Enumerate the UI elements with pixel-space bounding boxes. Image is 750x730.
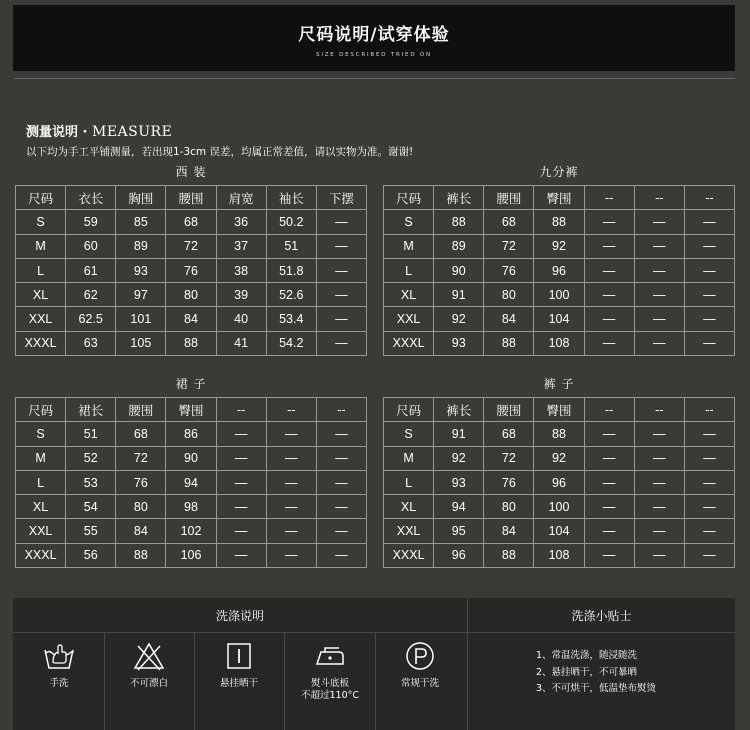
table-cell: XXXL: [16, 331, 66, 355]
table-cell: —: [684, 210, 734, 234]
table-cell: 93: [434, 331, 484, 355]
table-row: [16, 307, 367, 331]
table-cell: 100: [534, 495, 584, 519]
measure-note: 以下均为手工平铺测量，若出现1-3cm 误差，均属正常差值，请以实物为准。谢谢!: [26, 146, 414, 158]
table-header-cell: 尺码: [16, 186, 66, 210]
table-cell: XXXL: [16, 543, 66, 567]
table-header-cell: 臀围: [534, 186, 584, 210]
skirt-table-title: 裙 子: [175, 377, 207, 391]
table-row: [384, 495, 735, 519]
hand-wash-icon: [42, 640, 76, 672]
table-cell: 101: [116, 307, 166, 331]
table-header-cell: 裤长: [434, 398, 484, 422]
table-cell: 36: [216, 210, 266, 234]
table-cell: —: [266, 470, 316, 494]
table-cell: —: [584, 210, 634, 234]
table-row: [16, 234, 367, 258]
table-cell: XL: [16, 495, 66, 519]
care-label: 不可漂白: [129, 678, 168, 689]
table-cell: —: [634, 210, 684, 234]
table-cell: 54: [66, 495, 116, 519]
page-title: 尺码说明/试穿体验: [298, 25, 450, 45]
table-cell: —: [316, 519, 366, 543]
table-header-row: [16, 398, 367, 422]
table-cell: XL: [16, 283, 66, 307]
table-header-row: [16, 186, 367, 210]
table-cell: —: [584, 234, 634, 258]
iron-icon: [313, 640, 347, 672]
table-cell: 102: [166, 519, 216, 543]
table-cell: 80: [484, 495, 534, 519]
table-cell: —: [634, 258, 684, 282]
table-cell: 51: [266, 234, 316, 258]
table-cell: 72: [116, 446, 166, 470]
table-cell: —: [316, 470, 366, 494]
tip-item: 1、常温洗涤，随浸随洗: [536, 650, 638, 661]
table-cell: —: [634, 470, 684, 494]
table-cell: —: [316, 331, 366, 355]
table-cell: —: [684, 446, 734, 470]
table-header-cell: 腰围: [484, 398, 534, 422]
table-cell: 63: [66, 331, 116, 355]
table-cell: L: [16, 470, 66, 494]
table-header-cell: --: [634, 186, 684, 210]
table-cell: —: [684, 283, 734, 307]
table-row: [16, 543, 367, 567]
table-cell: 96: [534, 470, 584, 494]
table-cell: L: [16, 258, 66, 282]
table-header-cell: 腰围: [116, 398, 166, 422]
table-cell: 108: [534, 543, 584, 567]
table-cell: —: [266, 446, 316, 470]
table-cell: 80: [116, 495, 166, 519]
table-cell: 76: [166, 258, 216, 282]
table-cell: 95: [434, 519, 484, 543]
table-cell: 96: [434, 543, 484, 567]
table-cell: —: [266, 519, 316, 543]
table-cell: —: [584, 519, 634, 543]
table-cell: 52.6: [266, 283, 316, 307]
table-row: [384, 307, 735, 331]
table-cell: 88: [484, 331, 534, 355]
table-header-cell: 臀围: [166, 398, 216, 422]
pants-table-title: 裤 子: [543, 377, 575, 391]
table-cell: 108: [534, 331, 584, 355]
table-cell: M: [16, 234, 66, 258]
table-cell: —: [316, 422, 366, 446]
table-cell: 85: [116, 210, 166, 234]
table-cell: 56: [66, 543, 116, 567]
table-cell: —: [266, 543, 316, 567]
table-cell: 91: [434, 422, 484, 446]
table-cell: 41: [216, 331, 266, 355]
table-cell: —: [634, 543, 684, 567]
table-cell: 105: [116, 331, 166, 355]
table-cell: —: [684, 495, 734, 519]
tip-item: 3、不可烘干，低温垫布熨烫: [536, 683, 657, 694]
table-cell: —: [316, 210, 366, 234]
table-header-cell: 裙长: [66, 398, 116, 422]
table-header-cell: 衣长: [66, 186, 116, 210]
table-cell: M: [384, 234, 434, 258]
table-cell: 59: [66, 210, 116, 234]
table-header-cell: --: [316, 398, 366, 422]
table-cell: 94: [434, 495, 484, 519]
table-cell: 76: [116, 470, 166, 494]
table-cell: 80: [166, 283, 216, 307]
table-cell: 40: [216, 307, 266, 331]
table-cell: —: [216, 470, 266, 494]
table-cell: 76: [484, 470, 534, 494]
pants-size-table: [383, 397, 735, 568]
table-header-cell: --: [584, 398, 634, 422]
table-row: [16, 470, 367, 494]
table-row: [384, 470, 735, 494]
table-cell: 68: [484, 422, 534, 446]
table-cell: 52: [66, 446, 116, 470]
table-cell: 92: [434, 307, 484, 331]
table-cell: 93: [434, 470, 484, 494]
cropped-pants-table-title: 九分裤: [539, 165, 579, 179]
care-item-dry-clean: [375, 640, 465, 690]
table-cell: —: [584, 307, 634, 331]
table-row: [384, 519, 735, 543]
table-cell: 62: [66, 283, 116, 307]
table-cell: 106: [166, 543, 216, 567]
table-cell: 98: [166, 495, 216, 519]
table-cell: —: [584, 258, 634, 282]
table-cell: S: [384, 422, 434, 446]
table-header-row: [384, 398, 735, 422]
table-row: [16, 258, 367, 282]
table-cell: —: [684, 258, 734, 282]
table-cell: 51: [66, 422, 116, 446]
table-header-cell: 臀围: [534, 398, 584, 422]
table-row: [16, 210, 367, 234]
table-cell: 84: [484, 307, 534, 331]
table-cell: 92: [434, 446, 484, 470]
table-header-cell: 尺码: [384, 186, 434, 210]
table-row: [16, 422, 367, 446]
table-cell: 68: [484, 210, 534, 234]
table-cell: XXL: [16, 307, 66, 331]
table-cell: —: [216, 446, 266, 470]
table-cell: 100: [534, 283, 584, 307]
table-cell: 88: [434, 210, 484, 234]
table-cell: 54.2: [266, 331, 316, 355]
table-header-cell: --: [266, 398, 316, 422]
care-label: 常规干洗: [400, 678, 439, 689]
table-cell: —: [584, 422, 634, 446]
header-banner: [13, 5, 735, 71]
table-cell: —: [216, 519, 266, 543]
table-header-cell: 尺码: [384, 398, 434, 422]
measure-title: [26, 121, 172, 140]
table-cell: 68: [116, 422, 166, 446]
table-cell: —: [216, 543, 266, 567]
table-cell: —: [316, 307, 366, 331]
table-cell: —: [684, 307, 734, 331]
care-label: 手洗: [49, 678, 69, 689]
table-cell: —: [634, 283, 684, 307]
table-cell: L: [384, 470, 434, 494]
table-row: [16, 446, 367, 470]
table-cell: 89: [434, 234, 484, 258]
table-cell: 51.8: [266, 258, 316, 282]
no-bleach-icon: [132, 640, 166, 672]
table-cell: —: [684, 234, 734, 258]
table-cell: 90: [434, 258, 484, 282]
table-header-cell: 肩宽: [216, 186, 266, 210]
table-row: [384, 446, 735, 470]
care-label: 悬挂晒干: [219, 678, 258, 689]
table-cell: —: [684, 470, 734, 494]
table-cell: —: [634, 422, 684, 446]
table-cell: 86: [166, 422, 216, 446]
table-cell: 84: [116, 519, 166, 543]
table-cell: M: [384, 446, 434, 470]
table-header-cell: 尺码: [16, 398, 66, 422]
table-header-cell: 胸围: [116, 186, 166, 210]
table-cell: 96: [534, 258, 584, 282]
table-cell: —: [316, 283, 366, 307]
table-cell: —: [584, 495, 634, 519]
measure-title-cn: 测量说明 ·: [26, 125, 92, 140]
table-row: [384, 331, 735, 355]
suit-table-title: 西 装: [175, 165, 207, 179]
care-item-iron: [285, 640, 375, 702]
table-cell: —: [584, 331, 634, 355]
hang-dry-icon: [222, 640, 256, 672]
table-cell: XXL: [384, 519, 434, 543]
table-cell: —: [584, 470, 634, 494]
table-header-cell: --: [634, 398, 684, 422]
table-cell: 93: [116, 258, 166, 282]
table-cell: S: [16, 422, 66, 446]
table-row: [384, 422, 735, 446]
table-cell: 90: [166, 446, 216, 470]
table-cell: 39: [216, 283, 266, 307]
table-cell: 62.5: [66, 307, 116, 331]
table-cell: S: [16, 210, 66, 234]
care-title: 洗涤说明: [215, 609, 264, 623]
table-cell: 50.2: [266, 210, 316, 234]
measure-title-en: MEASURE: [92, 124, 173, 140]
care-divider: [13, 632, 735, 633]
table-cell: —: [316, 446, 366, 470]
table-cell: —: [316, 543, 366, 567]
table-cell: M: [16, 446, 66, 470]
table-cell: XXL: [16, 519, 66, 543]
table-row: [384, 283, 735, 307]
table-row: [384, 234, 735, 258]
table-cell: 72: [484, 446, 534, 470]
table-cell: 61: [66, 258, 116, 282]
table-cell: —: [266, 495, 316, 519]
table-cell: —: [584, 543, 634, 567]
table-cell: —: [684, 543, 734, 567]
page-subtitle: SIZE DESCRIBED TRIED ON: [316, 52, 432, 58]
suit-size-table: [15, 185, 367, 356]
table-row: [16, 331, 367, 355]
table-row: [16, 519, 367, 543]
table-cell: 88: [484, 543, 534, 567]
table-cell: 88: [166, 331, 216, 355]
table-cell: 60: [66, 234, 116, 258]
table-cell: 91: [434, 283, 484, 307]
tips-title: 洗涤小贴士: [571, 609, 632, 623]
table-cell: —: [634, 331, 684, 355]
table-cell: 92: [534, 234, 584, 258]
table-cell: 88: [534, 210, 584, 234]
table-row: [16, 283, 367, 307]
tip-item: 2、悬挂晒干，不可暴晒: [536, 666, 638, 678]
table-cell: S: [384, 210, 434, 234]
table-cell: —: [634, 234, 684, 258]
table-cell: —: [634, 519, 684, 543]
table-cell: 104: [534, 307, 584, 331]
table-cell: 53.4: [266, 307, 316, 331]
table-cell: —: [584, 283, 634, 307]
table-header-cell: --: [584, 186, 634, 210]
table-cell: 84: [166, 307, 216, 331]
table-cell: 38: [216, 258, 266, 282]
table-header-cell: 下摆: [316, 186, 366, 210]
table-cell: 97: [116, 283, 166, 307]
table-cell: XXXL: [384, 331, 434, 355]
table-cell: —: [634, 446, 684, 470]
table-cell: —: [634, 495, 684, 519]
skirt-size-table: [15, 397, 367, 568]
table-cell: —: [316, 495, 366, 519]
table-cell: —: [216, 422, 266, 446]
table-cell: —: [584, 446, 634, 470]
table-row: [384, 543, 735, 567]
table-header-cell: 腰围: [484, 186, 534, 210]
table-cell: 68: [166, 210, 216, 234]
table-cell: 104: [534, 519, 584, 543]
table-cell: 88: [534, 422, 584, 446]
table-row: [16, 495, 367, 519]
table-cell: 80: [484, 283, 534, 307]
table-cell: 76: [484, 258, 534, 282]
table-header-cell: 腰围: [166, 186, 216, 210]
table-cell: —: [634, 307, 684, 331]
table-cell: 72: [484, 234, 534, 258]
table-cell: 94: [166, 470, 216, 494]
table-cell: XXL: [384, 307, 434, 331]
table-cell: —: [684, 422, 734, 446]
table-cell: —: [216, 495, 266, 519]
table-header-cell: --: [684, 398, 734, 422]
table-cell: 84: [484, 519, 534, 543]
table-cell: 55: [66, 519, 116, 543]
table-cell: —: [684, 331, 734, 355]
table-cell: —: [266, 422, 316, 446]
table-header-cell: --: [684, 186, 734, 210]
table-cell: 92: [534, 446, 584, 470]
table-cell: —: [316, 234, 366, 258]
table-row: [384, 210, 735, 234]
table-cell: 37: [216, 234, 266, 258]
table-cell: 53: [66, 470, 116, 494]
table-header-cell: --: [216, 398, 266, 422]
care-label: 熨斗底板: [310, 678, 349, 689]
care-label-2: 不超过110°C: [300, 690, 360, 701]
table-cell: —: [684, 519, 734, 543]
cropped-pants-size-table: [383, 185, 735, 356]
table-cell: XL: [384, 283, 434, 307]
table-cell: XXXL: [384, 543, 434, 567]
table-cell: L: [384, 258, 434, 282]
table-cell: XL: [384, 495, 434, 519]
table-header-cell: 裤长: [434, 186, 484, 210]
dry-clean-icon: [403, 640, 437, 672]
care-item-hang-dry: [194, 640, 284, 690]
table-cell: 72: [166, 234, 216, 258]
care-item-hand-wash: [14, 640, 104, 690]
care-item-no-bleach: [104, 640, 194, 690]
table-cell: —: [316, 258, 366, 282]
table-header-cell: 袖长: [266, 186, 316, 210]
tips-list: [536, 648, 656, 698]
table-cell: 89: [116, 234, 166, 258]
table-cell: 88: [116, 543, 166, 567]
table-row: [384, 258, 735, 282]
table-header-row: [384, 186, 735, 210]
